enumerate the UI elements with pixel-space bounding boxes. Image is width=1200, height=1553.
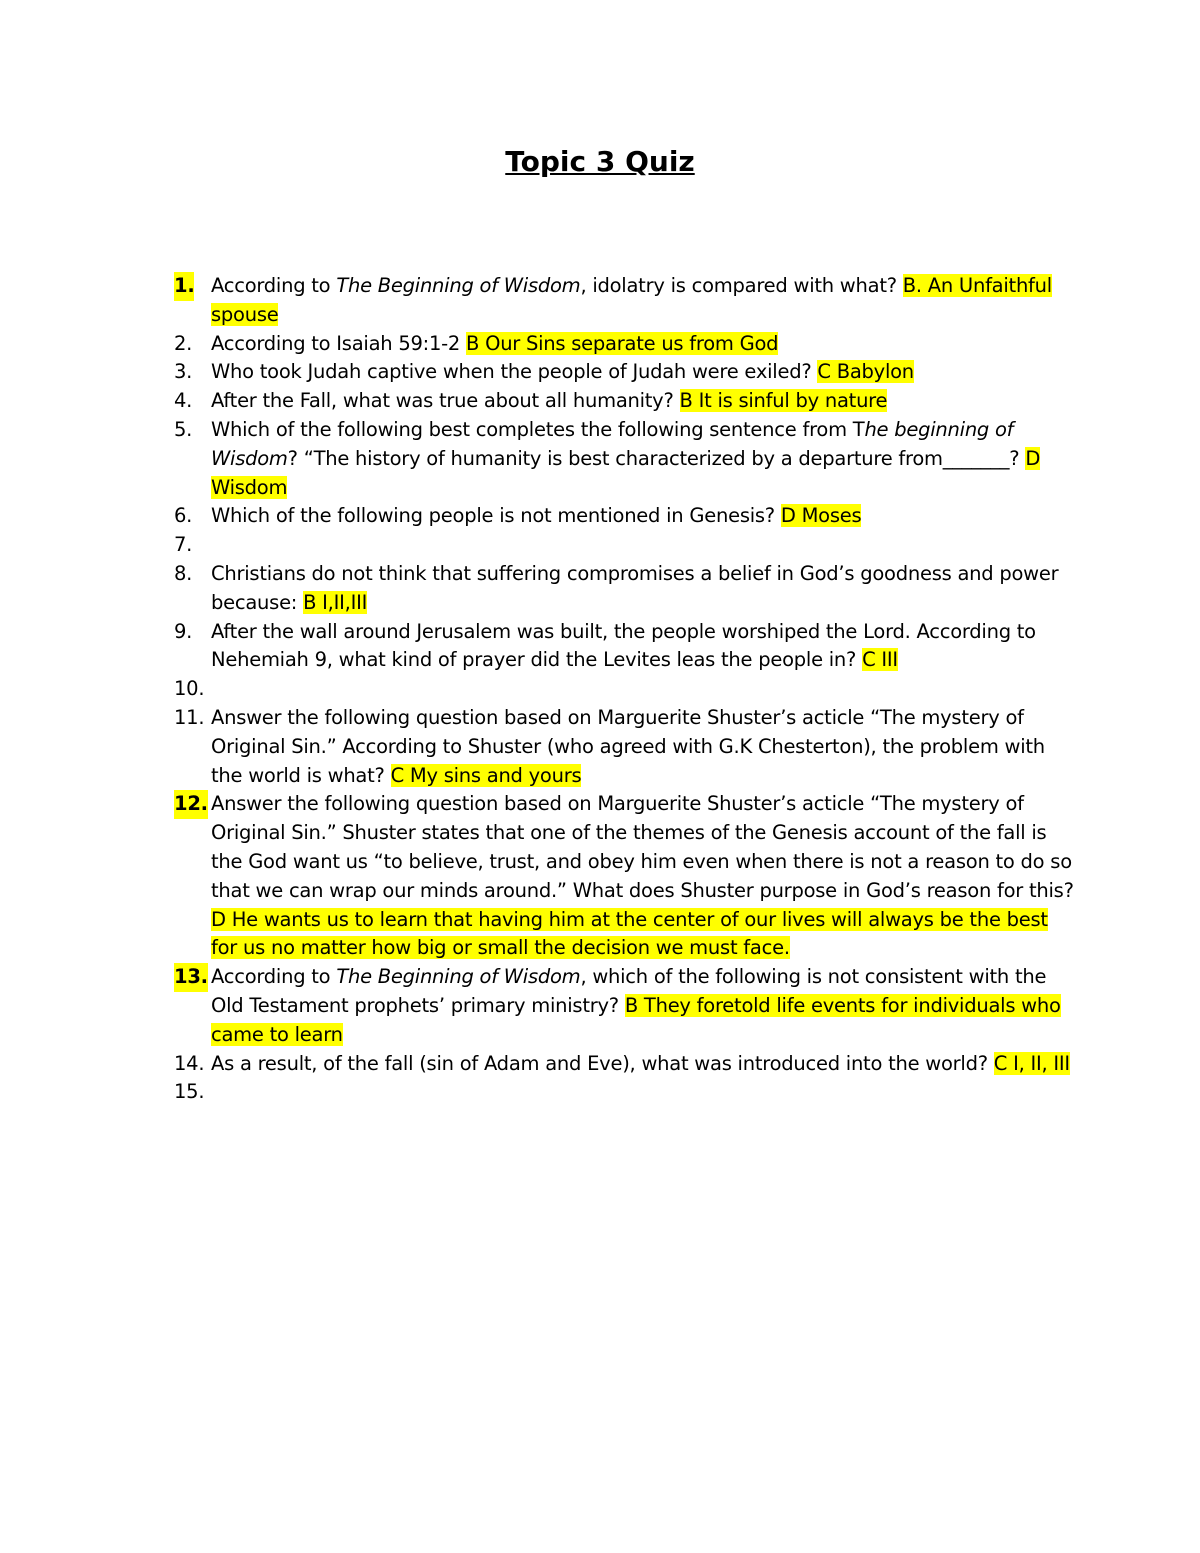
highlighted-answer: B I,II,III [303, 590, 368, 614]
question-number: 14. [174, 1051, 205, 1075]
quiz-question-12 [174, 790, 1074, 963]
question-text [211, 620, 1036, 672]
quiz-question-10 [174, 675, 1074, 704]
question-number: 9. [174, 619, 193, 643]
question-text [211, 332, 778, 355]
question-text [211, 360, 914, 383]
question-text-segment: Which of the following best completes the following sentence from T [211, 417, 865, 441]
question-text-segment: , which of the following is not consistent with the Old Testament prophets’ primary ministry? [211, 965, 1047, 1017]
question-text-segment: Answer the following question based on Marguerite Shuster’s acticle “The mystery of Original Sin.” According to Shuster (who agreed with G.K Chesterton), the problem with the world is what? [211, 705, 1045, 787]
question-text-segment: As a result, of the fall (sin of Adam and Eve), what was introduced into the world? [211, 1051, 994, 1075]
question-number: 12. [174, 790, 208, 819]
question-text [211, 562, 1058, 614]
question-number: 7. [174, 533, 193, 557]
quiz-question-9 [174, 618, 1074, 676]
highlighted-answer: D He wants us to learn that having him at the center of our lives will always be the best for us no matter how big or small the decision we must face. [211, 907, 1048, 960]
question-text-segment: After the wall around Jerusalem was built, the people worshiped the Lord. According to Nehemiah 9, what kind of prayer did the Levites leas the people in? [211, 619, 1036, 672]
highlighted-answer: C Babylon [817, 360, 914, 384]
question-text-segment: Which of the following people is not mentioned in Genesis? [211, 504, 781, 528]
question-text [211, 504, 861, 527]
empty-question-placeholder [211, 675, 1074, 704]
question-number: 13. [174, 963, 208, 992]
question-number: 5. [174, 417, 193, 441]
question-number: 2. [174, 331, 193, 355]
quiz-question-13 [174, 963, 1074, 1049]
quiz-question-6 [174, 502, 1074, 531]
quiz-question-5 [174, 416, 1074, 502]
quiz-question-list [174, 272, 1074, 1107]
book-title-italic: The Beginning of Wisdom [336, 274, 581, 297]
question-text-segment: Who took Judah captive when the people of Judah were exiled? [211, 360, 818, 384]
question-text-segment: Answer the following question based on Marguerite Shuster’s acticle “The mystery of Original Sin.” Shuster states that one of the themes of the Genesis account of the fall is the God want us “to believe, trust, and obey him even when there is not a reason to do so that we can wrap our minds around.” What does Shuster purpose in God’s reason for this? [211, 792, 1074, 902]
highlighted-answer: D Wisdom [211, 446, 1041, 499]
question-number: 15. [174, 1080, 205, 1104]
question-number: 11. [174, 705, 205, 729]
question-text [211, 274, 1052, 326]
book-title-italic: he beginning of Wisdom [211, 417, 1014, 470]
question-number: 6. [174, 504, 193, 528]
question-text [211, 389, 887, 412]
empty-question-placeholder [211, 1078, 1074, 1107]
highlighted-answer: C I, II, III [993, 1051, 1070, 1075]
empty-question-placeholder [211, 531, 1074, 560]
quiz-question-15 [174, 1078, 1074, 1107]
highlighted-answer: B They foretold life events for individuals who came to learn [211, 993, 1061, 1046]
quiz-question-11 [174, 704, 1074, 790]
book-title-italic: The Beginning of Wisdom [336, 965, 581, 989]
question-number: 10. [174, 677, 205, 701]
highlighted-answer: C My sins and yours [390, 763, 582, 787]
highlighted-answer: C III [862, 648, 898, 672]
question-text-segment: Christians do not think that suffering compromises a belief in God’s goodness and power because: [211, 561, 1059, 614]
question-text-segment: According to [211, 274, 337, 297]
question-text-segment: , idolatry is compared with what? [580, 274, 903, 297]
highlighted-answer: B Our Sins separate us from God [466, 331, 779, 355]
question-number: 1. [174, 272, 194, 301]
highlighted-answer: B. An Unfaithful spouse [211, 274, 1052, 326]
quiz-question-14 [174, 1050, 1074, 1079]
question-text [211, 965, 1061, 1046]
quiz-question-4 [174, 387, 1074, 416]
question-number: 8. [174, 561, 193, 585]
quiz-question-1 [174, 272, 1074, 330]
quiz-question-7 [174, 531, 1074, 560]
quiz-question-3 [174, 358, 1074, 387]
question-text [211, 418, 1040, 499]
question-text-segment: After the Fall, what was true about all humanity? [211, 389, 680, 413]
question-text [211, 1052, 1070, 1075]
quiz-question-2 [174, 330, 1074, 359]
quiz-question-8 [174, 560, 1074, 618]
page-title: Topic 3 Quiz [505, 145, 695, 178]
question-text [211, 792, 1074, 959]
question-text [211, 706, 1045, 787]
question-number: 3. [174, 360, 193, 384]
question-text-segment: According to [211, 965, 337, 989]
highlighted-answer: B It is sinful by nature [679, 389, 888, 413]
question-number: 4. [174, 389, 193, 413]
question-text-segment: According to Isaiah 59:1-2 [211, 331, 467, 355]
highlighted-answer: D Moses [780, 504, 862, 528]
question-text-segment: ? “The history of humanity is best characterized by a departure from_______? [287, 446, 1026, 470]
